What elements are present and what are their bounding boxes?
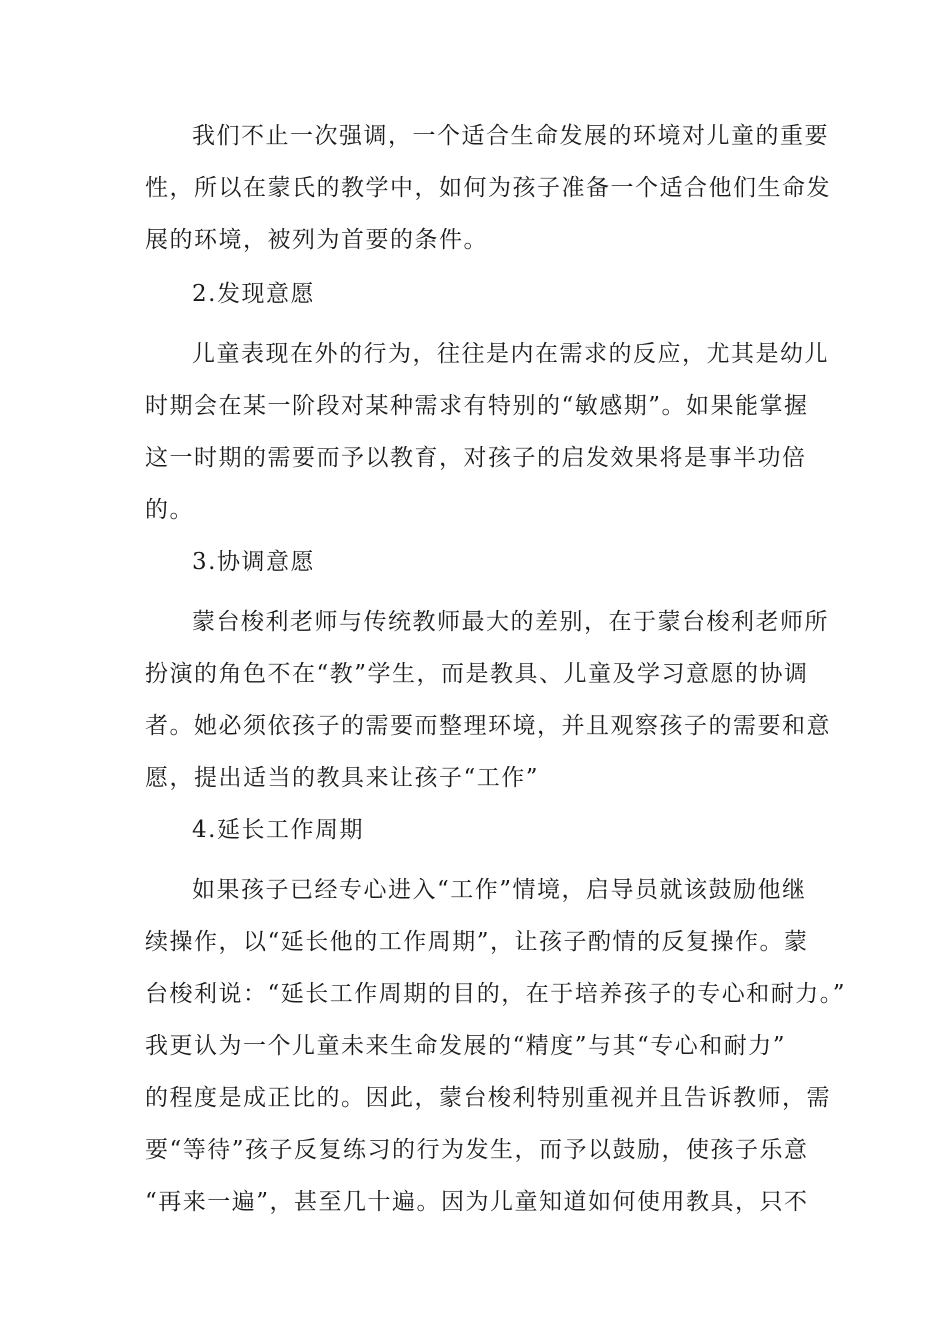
paragraph-line: 展的环境，被列为首要的条件。 xyxy=(145,227,488,253)
paragraph-line: 我更认为一个儿童未来生命发展的“精度”与其“专心和耐力” xyxy=(145,1033,787,1059)
paragraph-line: 性，所以在蒙氏的教学中，如何为孩子准备一个适合他们生命发 xyxy=(145,175,831,201)
paragraph-line: 者。她必须依孩子的需要而整理环境，并且观察孩子的需要和意 xyxy=(145,713,831,739)
paragraph-line: 扮演的角色不在“教”学生，而是教具、儿童及学习意愿的协调 xyxy=(145,661,809,687)
paragraph-line: 时期会在某一阶段对某种需求有特别的“敏感期”。如果能掌握 xyxy=(145,393,809,419)
paragraph-line: 如果孩子已经专心进入“工作”情境，启导员就该鼓励他继 xyxy=(192,877,807,903)
paragraph-work-cycle xyxy=(145,864,847,1228)
paragraph-line: 台梭利说：“延长工作周期的目的，在于培养孩子的专心和耐力。” xyxy=(145,981,847,1007)
paragraph-line: 的程度是成正比的。因此，蒙台梭利特别重视并且告诉教师，需 xyxy=(145,1085,831,1111)
paragraph-line: 儿童表现在外的行为，往往是内在需求的反应，尤其是幼儿 xyxy=(192,341,829,367)
paragraph-line: 要“等待”孩子反复练习的行为发生，而予以鼓励，使孩子乐意 xyxy=(145,1137,809,1163)
paragraph-sensitive-period xyxy=(145,328,829,536)
section-heading-extend-work-cycle: 4.延长工作周期 xyxy=(192,817,364,843)
paragraph-line: 愿，提出适当的教具来让孩子“工作” xyxy=(145,765,540,791)
paragraph-line: 续操作，以“延长他的工作周期”，让孩子酌情的反复操作。蒙 xyxy=(145,929,809,955)
paragraph-line: “再来一遍”，甚至几十遍。因为儿童知道如何使用教具，只不 xyxy=(145,1189,809,1215)
paragraph-teacher-role xyxy=(145,596,831,804)
paragraph-line: 这一时期的需要而予以教育，对孩子的启发效果将是事半功倍 xyxy=(145,445,807,471)
section-heading-coordinate-willingness: 3.协调意愿 xyxy=(192,549,315,575)
paragraph-line: 蒙台梭利老师与传统教师最大的差别，在于蒙台梭利老师所 xyxy=(192,609,829,635)
section-heading-discover-willingness: 2.发现意愿 xyxy=(192,281,315,307)
paragraph-environment xyxy=(145,110,831,266)
paragraph-line: 我们不止一次强调，一个适合生命发展的环境对儿童的重要 xyxy=(192,123,829,149)
paragraph-line: 的。 xyxy=(145,497,194,523)
